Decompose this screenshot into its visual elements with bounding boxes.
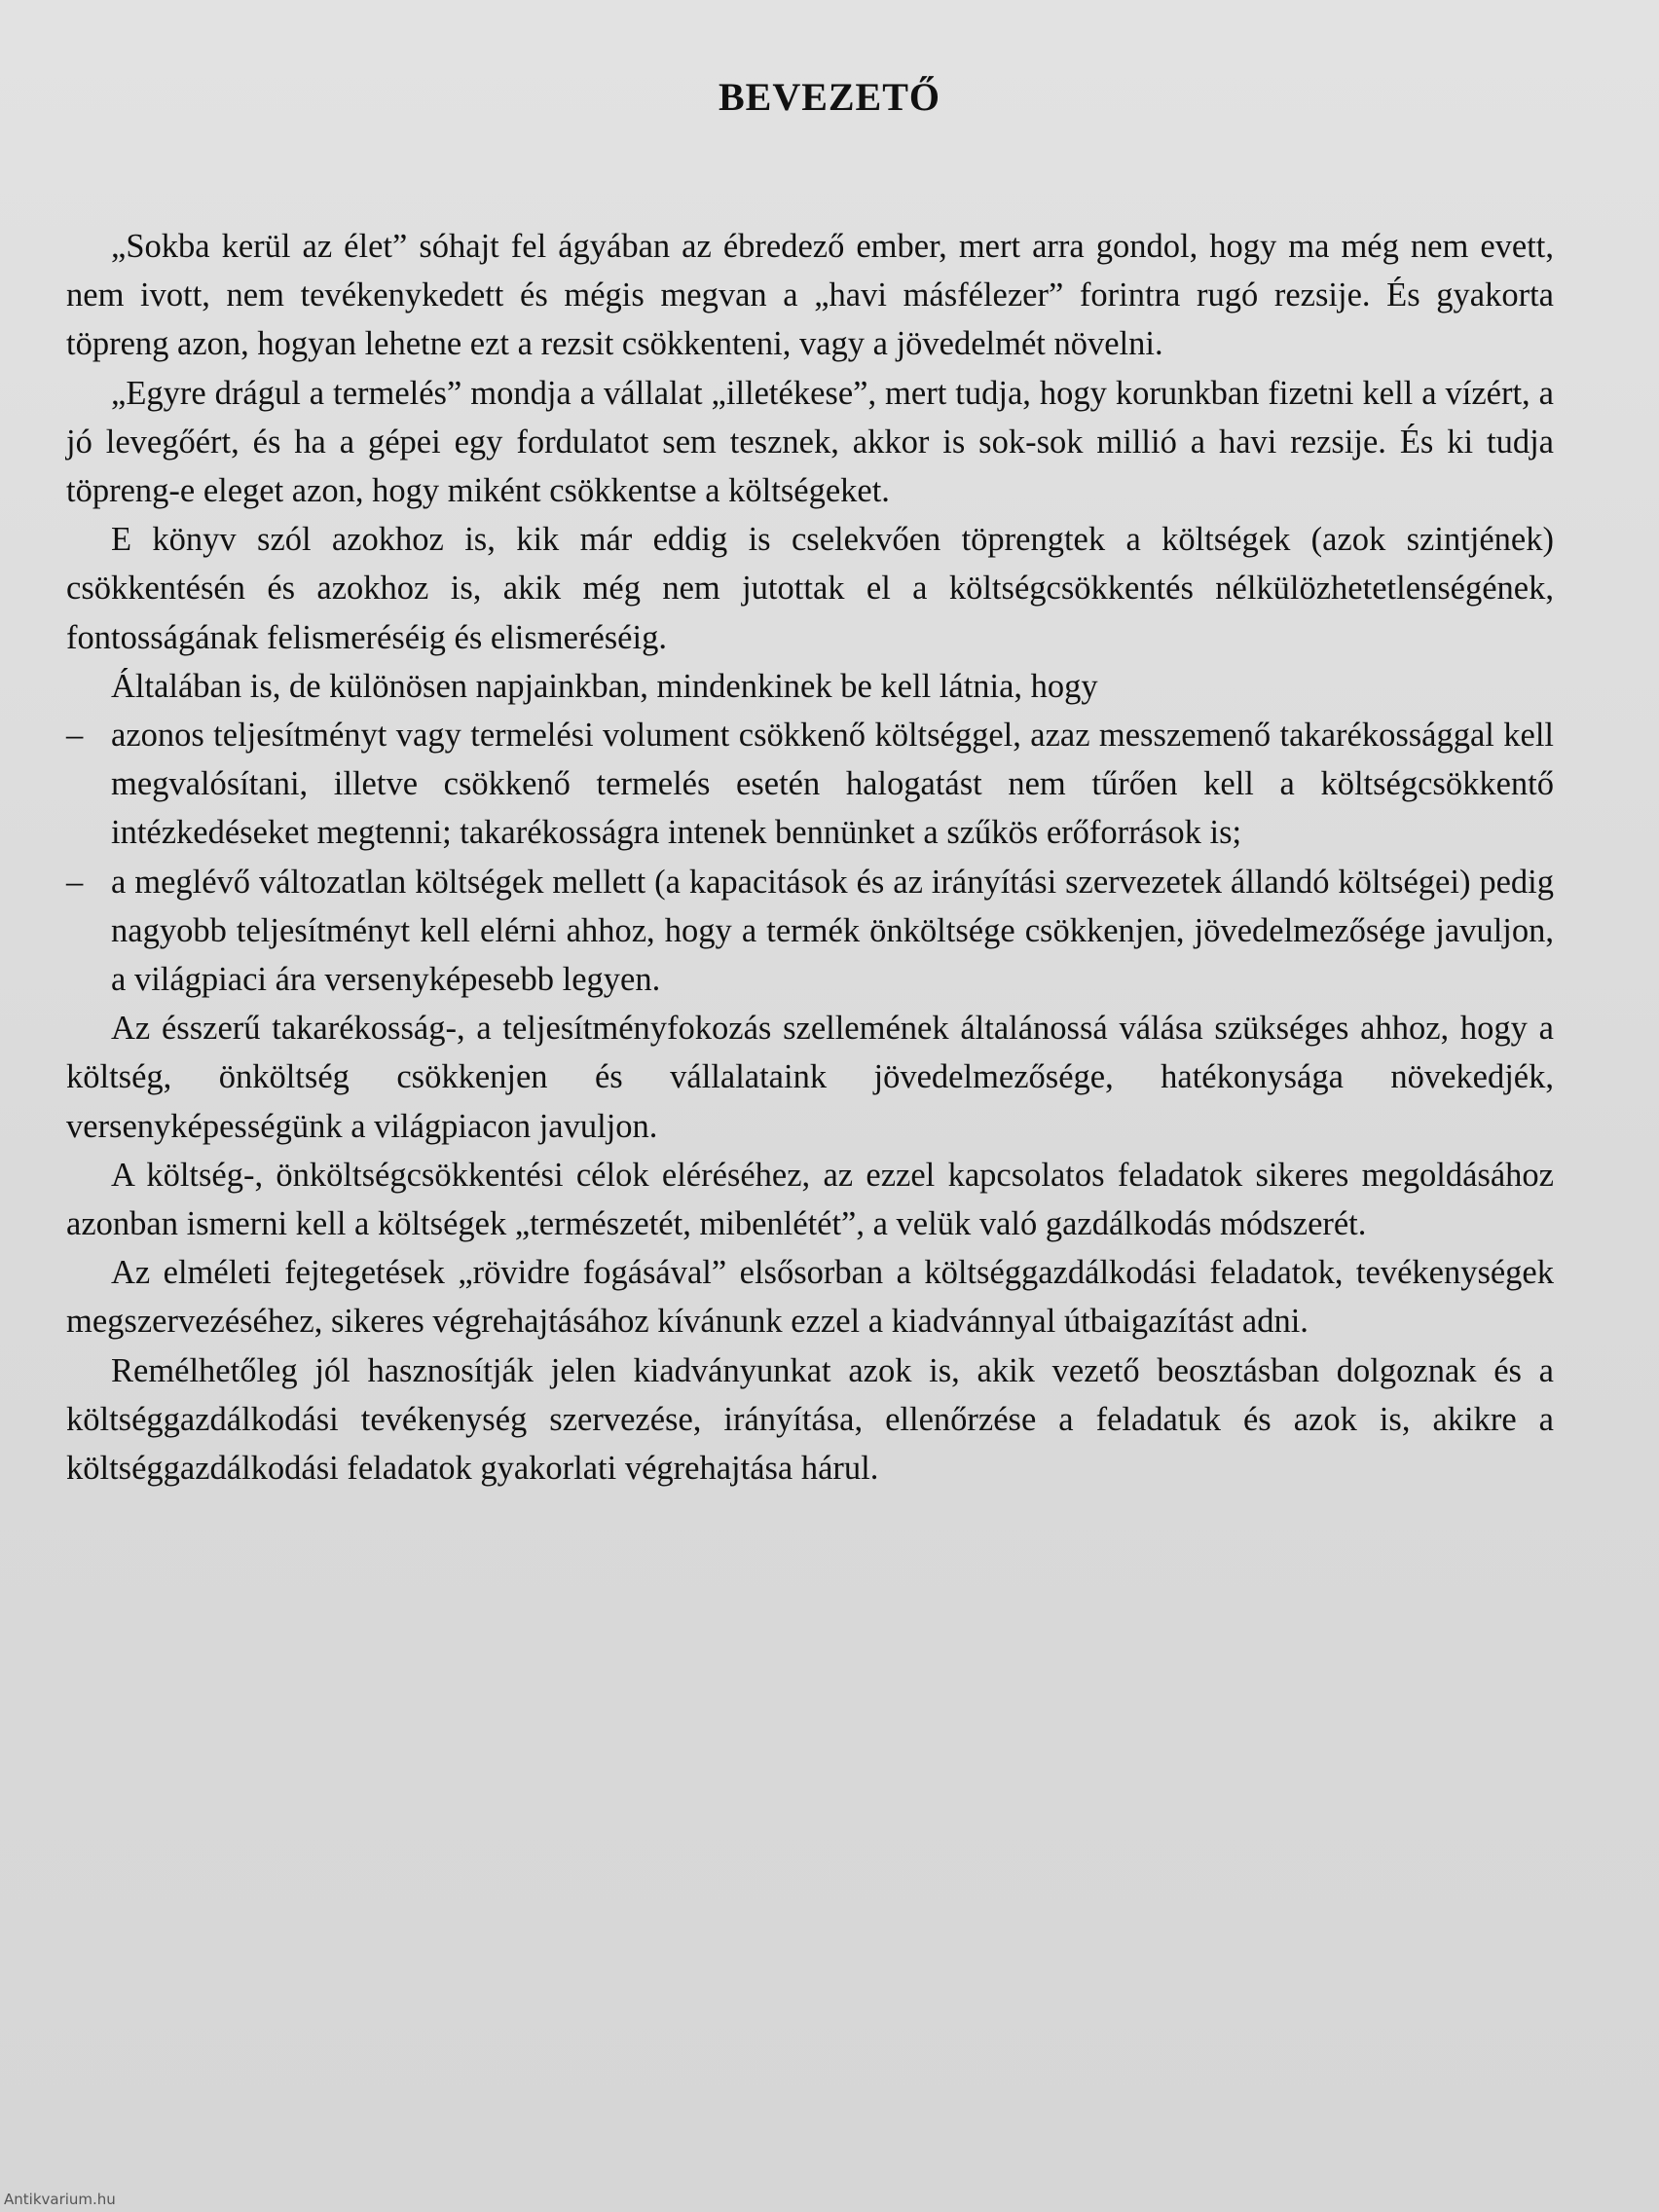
paragraph: A költség-, önköltségcsökkentési célok eléréséhez, az ezzel kapcsolatos feladatok sikeres megoldásához azonban ismerni kell a költségek „természetét, mibenlétét”, a velük való gazdálkodás módszerét. <box>66 1156 1554 1243</box>
list-item-text: a meglévő változatlan költségek mellett (a kapacitások és az irányítási szervezetek állandó költségei) pedig nagyobb teljesítményt kell elérni ahhoz, hogy a termék önköltsége csökkenjen, jövedelmezősége javuljon, a világpiaci ára versenyképesebb legyen. <box>111 863 1554 999</box>
list-item <box>66 858 1554 1005</box>
paragraph: Általában is, de különösen napjainkban, mindenkinek be kell látnia, hogy <box>111 667 1098 705</box>
page-title: BEVEZETŐ <box>718 75 941 119</box>
list-item-text: azonos teljesítményt vagy termelési volument csökkenő költséggel, azaz messzemenő takarékossággal kell megvalósítani, illetve csökkenő termelés esetén halogatást nem tűrően kell a költségcsökkentő intézkedéseket megtenni; takarékosságra intenek bennünket a szűkös erőforrások is; <box>111 717 1554 852</box>
paragraph: Remélhetőleg jól hasznosítják jelen kiadványunkat azok is, akik vezető beosztásban dolgoznak és a költséggazdálkodási tevékenység szervezése, irányítása, ellenőrzése a feladatuk és azok is, akikre a költséggazdálkodási feladatok gyakorlati végrehajtása hárul. <box>66 1351 1554 1488</box>
list-item <box>66 711 1554 858</box>
paragraph: „Egyre drágul a termelés” mondja a vállalat „illetékese”, mert tudja, hogy korunkban fizetni kell a vízért, a jó levegőért, és ha a gépei egy fordulatot sem tesznek, akkor is sok-sok millió a havi rezsije. És ki tudja töpreng-e eleget azon, hogy miként csökkentse a költségeket. <box>66 374 1554 510</box>
paragraph: Az elméleti fejtegetések „rövidre fogásával” elsősorban a költséggazdálkodási feladatok, tevékenységek megszervezéséhez, sikeres végrehajtásához kívánunk ezzel a kiadvánnyal útbaigazítást adni. <box>66 1254 1554 1341</box>
paragraph: E könyv szól azokhoz is, kik már eddig is cselekvően töprengtek a költségek (azok szintjének) csökkentésén és azokhoz is, akik még nem jutottak el a költségcsökkentés nélkülözhetetlenségének, fontosságának felismeréséig és elismeréséig. <box>66 521 1554 656</box>
body-text <box>66 222 1554 1493</box>
paragraph: „Sokba kerül az élet” sóhajt fel ágyában az ébredező ember, mert arra gondol, hogy ma még nem evett, nem ivott, nem tevékenykedett és mégis megvan a „havi másfélezer” forintra rugó rezsije. És gyakorta töpreng azon, hogyan lehetne ezt a rezsit csökkenteni, vagy a jövedelmét növelni. <box>66 228 1554 363</box>
paragraph: Az ésszerű takarékosság-, a teljesítményfokozás szellemének általánossá válása szükséges ahhoz, hogy a költség, önköltség csökkenjen és vállalataink jövedelmezősége, hatékonysága növekedjék, versenyképességünk a világpiacon javuljon. <box>66 1010 1554 1145</box>
dash-marker: – <box>66 863 84 901</box>
watermark: Antikvarium.hu <box>4 2191 116 2208</box>
dash-marker: – <box>66 717 84 755</box>
